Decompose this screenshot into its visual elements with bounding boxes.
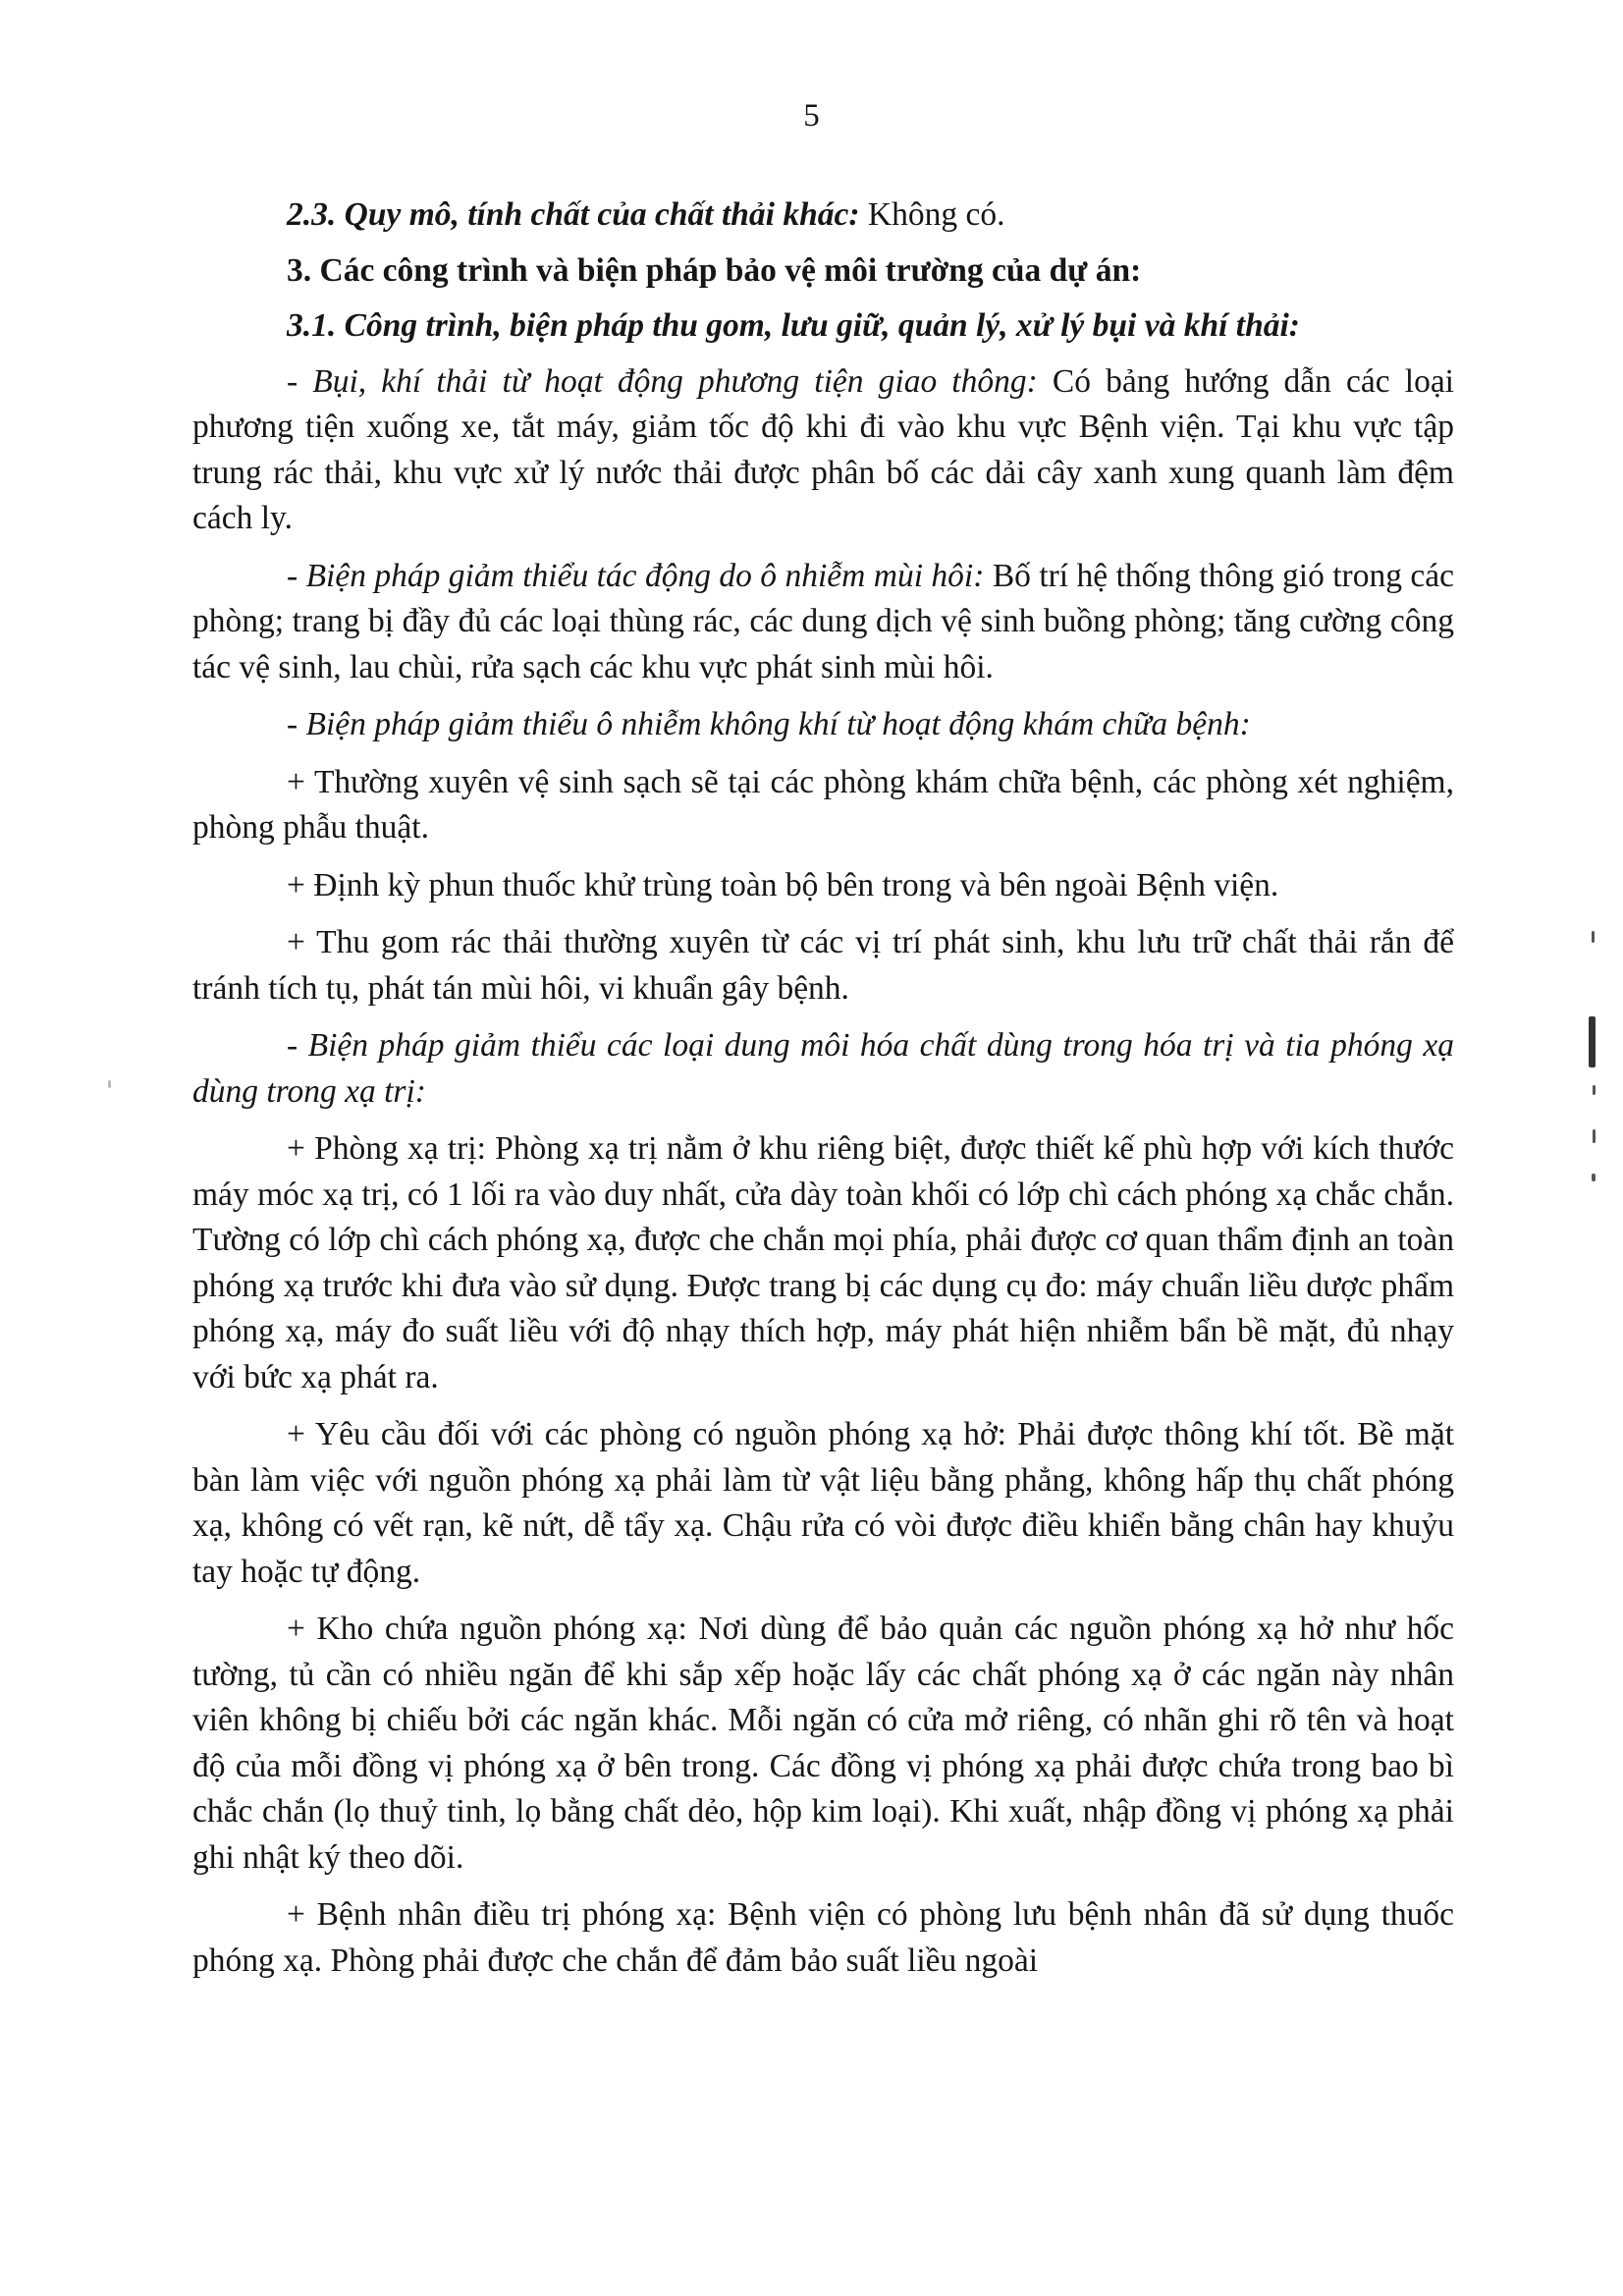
text-run: Có bảng hướng dẫn các loại phương tiện xuống xe, tắt máy, giảm tốc độ khi đi vào khu vực Bệnh viện. Tại khu vực tập trung rác thải, khu vực xử lý nước thải được phân bố các dải cây xanh xung quanh làm đệm cách ly. — [192, 362, 1454, 536]
paragraph-p2 — [192, 554, 1454, 691]
scan-mark — [1589, 1016, 1596, 1067]
text-run: Bố trí hệ thống thông gió trong các phòng; trang bị đầy đủ các loại thùng rác, các dung dịch vệ sinh buồng phòng; tăng cường công tác vệ sinh, lau chùi, rửa sạch các khu vực phát sinh mùi hôi. — [192, 557, 1454, 685]
paragraph-p10 — [192, 1607, 1454, 1881]
document-body — [192, 192, 1454, 1984]
text-run: - Bụi, khí thải từ hoạt động phương tiện giao thông: — [287, 362, 1038, 400]
paragraph-s3 — [192, 248, 1454, 295]
text-run: + Kho chứa nguồn phóng xạ: Nơi dùng để bảo quản các nguồn phóng xạ hở như hốc tường, tủ cần có nhiều ngăn để khi sắp xếp hoặc lấy các chất phóng xạ ở các ngăn này nhân viên không bị chiếu bởi các ngăn khác. Mỗi ngăn có cửa mở riêng, có nhãn ghi rõ tên và hoạt độ của mỗi đồng vị phóng xạ ở bên trong. Các đồng vị phóng xạ phải được chứa trong bao bì chắc chắn (lọ thuỷ tinh, lọ bằng chất dẻo, hộp kim loại). Khi xuất, nhập đồng vị phóng xạ phải ghi nhật ký theo dõi. — [192, 1611, 1454, 1876]
text-run: 2.3. Quy mô, tính chất của chất thải khác: — [287, 196, 860, 233]
text-run: + Yêu cầu đối với các phòng có nguồn phóng xạ hở: Phải được thông khí tốt. Bề mặt bàn làm việc với nguồn phóng xạ phải làm từ vật liệu bằng phẳng, không hấp thụ chất phóng xạ, không có vết rạn, kẽ nứt, dễ tẩy xạ. Chậu rửa có vòi được điều khiển bằng chân hay khuỷu tay hoặc tự động. — [192, 1416, 1454, 1590]
text-run: + Phòng xạ trị: Phòng xạ trị nằm ở khu riêng biệt, được thiết kế phù hợp với kích thước máy móc xạ trị, có 1 lối ra vào duy nhất, cửa dày toàn khối có lớp chì cách phóng xạ chắc chắn. Tường có lớp chì cách phóng xạ, được che chắn mọi phía, phải được cơ quan thẩm định an toàn phóng xạ trước khi đưa vào sử dụng. Được trang bị các dụng cụ đo: máy chuẩn liều dược phẩm phóng xạ, máy đo suất liều với độ nhạy thích hợp, máy phát hiện nhiễm bẩn bề mặt, đủ nhạy với bức xạ phát ra. — [192, 1130, 1454, 1395]
text-run: + Thu gom rác thải thường xuyên từ các vị trí phát sinh, khu lưu trữ chất thải rắn để tránh tích tụ, phát tán mùi hôi, vi khuẩn gây bệnh. — [192, 924, 1454, 1007]
paragraph-p5 — [192, 863, 1454, 909]
text-run: Không có. — [859, 196, 1005, 233]
paragraph-p1 — [192, 359, 1454, 542]
text-run: - Biện pháp giảm thiểu ô nhiễm không khí từ hoạt động khám chữa bệnh: — [287, 706, 1251, 742]
scan-mark — [1593, 1129, 1596, 1143]
paragraph-p11 — [192, 1892, 1454, 1984]
scan-mark — [108, 1080, 111, 1088]
page-number: 5 — [803, 98, 820, 134]
paragraph-p9 — [192, 1412, 1454, 1595]
paragraph-s23 — [192, 192, 1454, 239]
paragraph-p8 — [192, 1126, 1454, 1400]
paragraph-p3 — [192, 702, 1454, 748]
paragraph-p6 — [192, 920, 1454, 1011]
text-run: + Bệnh nhân điều trị phóng xạ: Bệnh viện có phòng lưu bệnh nhân đã sử dụng thuốc phóng xạ. Phòng phải được che chắn để đảm bảo suất liều ngoài — [192, 1896, 1454, 1979]
paragraph-s31 — [192, 303, 1454, 350]
scan-mark — [1592, 931, 1595, 943]
scan-mark — [1593, 1085, 1596, 1095]
text-run: - Biện pháp giảm thiểu tác động do ô nhiễm mùi hôi: — [287, 557, 985, 594]
text-run: 3.1. Công trình, biện pháp thu gom, lưu giữ, quản lý, xử lý bụi và khí thải: — [287, 307, 1300, 344]
text-run: 3. Các công trình và biện pháp bảo vệ môi trường của dự án: — [287, 251, 1142, 289]
paragraph-p4 — [192, 760, 1454, 851]
scan-mark — [1592, 1174, 1596, 1181]
text-run: + Định kỳ phun thuốc khử trùng toàn bộ bên trong và bên ngoài Bệnh viện. — [287, 866, 1279, 903]
paragraph-p7 — [192, 1023, 1454, 1115]
text-run: + Thường xuyên vệ sinh sạch sẽ tại các phòng khám chữa bệnh, các phòng xét nghiệm, phòng phẫu thuật. — [192, 763, 1454, 846]
text-run: - Biện pháp giảm thiểu các loại dung môi hóa chất dùng trong hóa trị và tia phóng xạ dùng trong xạ trị: — [192, 1027, 1454, 1110]
